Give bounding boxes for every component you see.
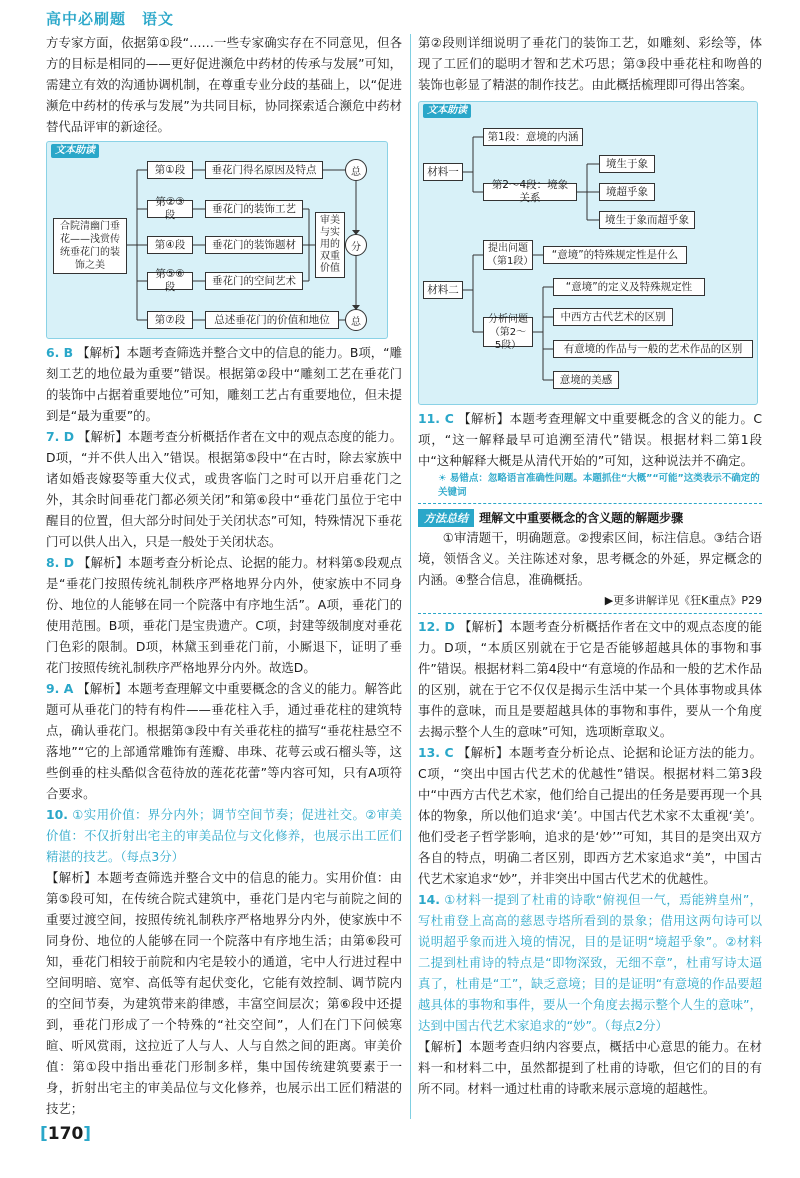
page-number: [170] xyxy=(40,1124,92,1144)
analysis-10: 【解析】本题考查筛选并整合文中的信息的能力。实用价值：由第⑤段可知，在传统合院式建筑中，垂花门是内宅与前院之间的重要过渡空间，按照传统礼制秩序严格地界分内外，使家族中不同身份、地位的人能够在同一个院落中有序地生活；由第⑥段可知，垂花门相较于前院和内宅是较小的通道，宅中人行进过程中空间明暗、宽窄、高低等有起伏变化，它能有效控制、调节院内的空间节奏，为建筑带来韵律感，丰富空间层次；第⑥段中还提到，垂花门形成了一个特殊的“社交空间”，人们在门下问候寒暄、听风赏雨，这拉近了人与人、人与自然之间的距离。审美价值：第①段中指出垂花门形制多样，集中国传统建筑要素于一身，折射出宅主的审美品位与文化修养，也展示出工匠们精湛的技艺； xyxy=(46,870,402,1116)
diagram-content-4: 垂花门的空间艺术 xyxy=(205,272,303,290)
diagram-para-2: 第②③段 xyxy=(147,200,193,218)
diagram-content-2: 垂花门的装饰工艺 xyxy=(205,200,303,218)
diagram-para-5: 第⑦段 xyxy=(147,311,193,329)
diagram-m1-leaf-2: 境超乎象 xyxy=(599,183,655,201)
diagram-tag: 文本助读 xyxy=(51,144,99,158)
question-10: 10. ①实用价值：界分内外；调节空间节奏；促进社交。②审美价值：不仅折射出宅主的审美品位与文化修养，也展示出工匠们精湛的技艺。（每点3分） xyxy=(46,807,402,864)
question-8: 8. D 【解析】本题考查分析论点、论据的能力。材料第⑤段观点是“垂花门按照传统礼制秩序严格地界分内外，使家族中不同身份、地位的人能够在同一个院落中有序地生活”。A项，垂花门的使用范围。B项，垂花门是宝贵遗产。C项，封建等级制度对垂花门色彩的限制。D项，林黛玉到垂花门前，小厮退下，证明了垂花门按照传统礼制秩序严格地界分内外。故选D。 xyxy=(46,555,402,675)
tip-note: ☀ 易错点：忽略语言准确性问题。本题抓住“大概”“可能”这类表示不确定的关键词 xyxy=(438,473,760,498)
left-column xyxy=(46,32,402,1119)
diagram-m2-raise-leaf: “意境”的特殊规定性是什么 xyxy=(543,246,687,264)
diagram-para-4: 第⑤⑥段 xyxy=(147,272,193,290)
diagram-material-1: 材料一 xyxy=(423,163,463,181)
method-reference: ▶更多讲解详见《狂K重点》P29 xyxy=(604,594,762,607)
structure-diagram-1 xyxy=(46,141,388,339)
diagram-side-box: 审美与实用的双重价值 xyxy=(315,212,345,278)
question-9: 9. A 【解析】本题考查理解文中重要概念的含义的能力。解答此题可从垂花门的特有构件——垂花柱入手，通过垂花柱的建筑特点，确认垂花门。根据第③段中有关垂花柱的描写“垂花柱悬空不落地”“它的上部通常雕饰有莲瓣、串珠、花萼云或石榴头等，这些倒垂的柱头酷似含苞待放的莲花花蕾”等内容可知，只有A项符合要求。 xyxy=(46,681,403,801)
diagram-root: 合院清幽门垂花——浅赏传统垂花门的装饰之美 xyxy=(53,218,127,274)
question-14: 14. ①材料一提到了杜甫的诗歌“俯视但一气，焉能辨皇州”，写杜甫登上高高的慈恩寺塔所看到的景象；借用这两句诗可以说明超乎象而进入境的情况，目的是证明“境超乎象”。②材料二提到杜甫诗的特点是“即物深致，无细不章”，杜甫写诗太逼真了，杜甫是“工”，缺乏意境；目的是证明“有意境的作品要超越具体的事物和事件，要从一个角度去揭示整个人生的意味”，达到中国古代艺术家追求的“妙”。（每点2分） xyxy=(418,892,762,1033)
diagram-m1-para-2: 第2～4段：境象关系 xyxy=(483,183,577,201)
structure-diagram-2 xyxy=(418,101,758,405)
diagram-m1-para-1: 第1段：意境的内涵 xyxy=(483,128,583,146)
diagram-material-2: 材料二 xyxy=(423,281,463,299)
diagram-circle-middle: 分 xyxy=(345,234,367,256)
answer-10: ①实用价值：界分内外；调节空间节奏；促进社交。②审美价值：不仅折射出宅主的审美品位与文化修养，也展示出工匠们精湛的技艺。（每点3分） xyxy=(46,807,402,864)
diagram-m2-leaf-4: 意境的美感 xyxy=(553,371,619,389)
question-7: 7. D 【解析】本题考查分析概括作者在文中的观点态度的能力。D项，“并不供人出入”错误。根据第⑤段中“在古时，除去家族中诸如婚丧嫁娶等重大仪式，或贵客临门之时可以开启垂花门之外，其余时间垂花门都必须关闭”和第⑥段中“垂花门虽位于宅中醒目的位置，但大部分时间处于关闭状态”可知，特殊情况下垂花门可以供人出入，只是一般处于关闭状态。 xyxy=(46,429,402,549)
right-column xyxy=(418,32,762,1099)
intro-paragraph: 方专家方面，依据第①段“……一些专家确实存在不同意见，但各方的目标是相同的——更好促进濒危中药材的传承与发展”可知，需建立有效的沟通协调机制，在尊重专业分歧的基础上，以“促进濒危中药材的传承与发展”为共同目标，协同探索适合濒危中药材替代品评审的新途径。 xyxy=(46,35,402,134)
diagram-m2-analyze: 分析问题（第2～5段） xyxy=(483,317,533,347)
method-header: 方法总结 理解文中重要概念的含义题的解题步骤 xyxy=(418,507,762,527)
lightbulb-icon: ☀ xyxy=(438,473,450,484)
question-6: 6. B 【解析】本题考查筛选并整合文中的信息的能力。B项，“雕刻工艺的地位最为重要”错误。根据第②段中“雕刻工艺在垂花门的装饰中占据着重要地位”可知，雕刻工艺占有重要地位，但未提到是“最为重要”的。 xyxy=(46,345,402,423)
answer-14: ①材料一提到了杜甫的诗歌“俯视但一气，焉能辨皇州”，写杜甫登上高高的慈恩寺塔所看到的景象；借用这两句诗可以说明超乎象而进入境的情况，目的是证明“境超乎象”。②材料二提到杜甫诗的特点是“即物深致，无细不章”，杜甫写诗太逼真了，杜甫是“工”，缺乏意境；目的是证明“有意境的作品要超越具体的事物和事件，要从一个角度去揭示整个人生的意味”，达到中国古代艺术家追求的“妙”。（每点2分） xyxy=(418,892,762,1033)
question-13: 13. C 【解析】本题考查分析论点、论据和论证方法的能力。C项，“突出中国古代艺术的优越性”错误。根据材料二第3段中“中西方古代艺术家，他们给自己提出的任务是要再现一个具体的物象，所以他们追求‘美’。中国古代艺术家不太重视‘美’。他们受老子哲学影响，追求的是‘妙’”可知，其目的是突出双方各自的特点，明确二者区别，即西方艺术家追求“美”，中国古代艺术家追求“妙”，并非突出中国古代艺术的优越性。 xyxy=(418,745,762,886)
diagram-m2-leaf-2: 中西方古代艺术的区别 xyxy=(553,308,673,326)
analysis-14: 【解析】本题考查归纳内容要点，概括中心意思的能力。在材料一和材料二中，虽然都提到了杜甫的诗歌，但它们的目的有所不同。材料一通过杜甫的诗歌来展示意境的超越性。 xyxy=(418,1039,762,1096)
diagram-m2-raise: 提出问题（第1段） xyxy=(483,240,533,270)
diagram-content-5: 总述垂花门的价值和地位 xyxy=(205,311,339,329)
column-divider xyxy=(410,34,411,1119)
diagram-circle-top: 总 xyxy=(345,159,367,181)
question-11: 11. C 【解析】本题考查理解文中重要概念的含义的能力。C项，“这一解释最早可追溯至清代”错误。根据材料二第1段中“这种解释大概是从清代开始的”可知，这种说法并不确定。 xyxy=(418,411,763,468)
method-summary xyxy=(418,503,762,614)
method-text: ①审清题干，明确题意。②搜索区间，标注信息。③结合语境，领悟含义。关注陈述对象，思考概念的外延，界定概念的内涵。④整合信息，准确概括。 xyxy=(418,530,762,587)
diagram-m2-leaf-3: 有意境的作品与一般的艺术作品的区别 xyxy=(553,340,753,358)
diagram-content-3: 垂花门的装饰题材 xyxy=(205,236,303,254)
question-12: 12. D 【解析】本题考查分析概括作者在文中的观点态度的能力。D项，“本质区别就在于它是否能够超越具体的事物和事件”错误。根据材料二第4段中“有意境的作品和一般的艺术作品的区别，就在于它不仅仅是揭示生活中某一个具体事物或具体事件的意味，而且是要超越具体的事物和事件，要从一个角度去揭示整个人生的意味”可知，选项断章取义。 xyxy=(418,619,762,739)
diagram-circle-bottom: 总 xyxy=(345,309,367,331)
diagram-para-1: 第①段 xyxy=(147,161,193,179)
diagram-tag: 文本助读 xyxy=(423,104,471,118)
diagram-m1-leaf-3: 境生于象而超乎象 xyxy=(599,211,695,229)
diagram-para-3: 第④段 xyxy=(147,236,193,254)
diagram-content-1: 垂花门得名原因及特点 xyxy=(205,161,323,179)
diagram-m2-leaf-1: “意境”的定义及特殊规定性 xyxy=(553,278,705,296)
page-header: 高中必刷题 语文 xyxy=(46,10,175,28)
diagram-m1-leaf-1: 境生于象 xyxy=(599,155,655,173)
continuation-paragraph: 第②段则详细说明了垂花门的装饰工艺，如雕刻、彩绘等，体现了工匠们的聪明才智和艺术巧思；第③段中垂花柱和吻兽的装饰也彰显了精湛的制作技艺。由此概括梳理即可得出答案。 xyxy=(418,35,762,92)
